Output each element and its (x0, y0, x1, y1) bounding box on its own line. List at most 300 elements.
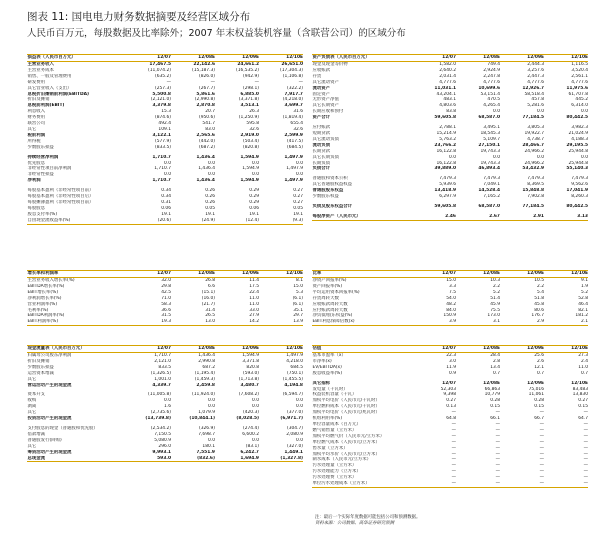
cell-value: 2,565.6 (196, 132, 215, 138)
cell-value: 3,257.6 (527, 67, 544, 73)
row-label: 存货 (312, 73, 322, 79)
note-line-1: 注：最后一个实际年度数据可能包括公司和预测数据。 (315, 515, 421, 520)
cell-value: 27.9 (249, 313, 259, 319)
cell-value: 2,080.9 (286, 431, 303, 437)
cell-value: (1,327.8) (259, 456, 303, 462)
cell-value: — (495, 433, 500, 439)
cell-value: (832.6) (171, 456, 215, 462)
section-title: 增长率和利润率 (27, 271, 125, 278)
cell-value: 52.8 (578, 295, 588, 301)
cell-value: 5,109.7 (483, 136, 500, 142)
table-header-row (312, 346, 588, 353)
row-label: 所得税 (27, 138, 41, 144)
column-header: 12/10E (544, 55, 588, 62)
cell-value: 23,766.2 (434, 142, 456, 148)
cell-value: 12.1 (534, 364, 544, 370)
row-label: 运营资本增减 (27, 370, 54, 376)
row-label: 售水量（立方米） (312, 445, 348, 451)
row-label: 存货周转天数 (312, 295, 339, 301)
row-label: 其它普通股权益权益 (312, 182, 353, 188)
cell-value: — (410, 481, 456, 487)
cell-value: 2.4 (581, 358, 588, 364)
row-label: 其它指标 (312, 380, 331, 386)
row-label: 单位燃料成本（人民币元/千瓦时） (312, 404, 380, 410)
cell-value: — (583, 445, 588, 451)
cell-value: — (583, 469, 588, 475)
cell-value: 11,031.1 (434, 85, 456, 91)
cell-value: 492.4 (158, 121, 171, 127)
cell-value: 2.9 (500, 319, 544, 325)
section-title: 现金流量表（人民币百万元） (27, 346, 125, 353)
cell-value: 5,861.6 (196, 91, 215, 97)
cell-value: 9,398 (443, 392, 456, 398)
cell-value: 2,919.0 (240, 132, 259, 138)
column-header: 12/07 (410, 55, 456, 62)
cell-value: (20.6) (125, 218, 171, 224)
row-label: 平均运用资本回报率(%) (312, 289, 360, 295)
row-label: 加权平均燃气价（人民币元/立方米） (312, 433, 385, 439)
cell-value: 0.0 (296, 172, 303, 178)
cell-value: (2,534.2) (150, 425, 171, 431)
left-top-table (27, 54, 303, 225)
cell-value: 5.4 (537, 289, 544, 295)
cell-value: 7,551.9 (196, 449, 215, 455)
cell-value: 2,121.0 (154, 358, 171, 364)
cell-value: (298.1) (243, 85, 259, 91)
cell-value: 4,777.6 (483, 79, 500, 85)
right-bot-table (312, 345, 588, 488)
column-header: 12/10E (544, 346, 588, 353)
cell-value: (9.3) (259, 218, 303, 224)
figure-subtitle: 人民币百万元，每股数据及比率除外；2007 年末权益装机容量（含联营公司）的区域分布 (27, 28, 406, 39)
cell-value: 39,889.0 (434, 166, 456, 172)
cell-value: 470.5 (487, 97, 500, 103)
cell-value: — (495, 410, 500, 416)
column-header: 12/09E (215, 55, 259, 62)
cell-value: 6.6 (208, 283, 215, 289)
cell-value: 80,442.5 (566, 203, 588, 209)
right-mid-table (312, 270, 588, 326)
cell-value: 25,944.8 (568, 148, 588, 154)
cell-value: 1,710.7 (152, 154, 171, 160)
cell-value: 13.4 (490, 364, 500, 370)
table-row (312, 214, 588, 220)
row-label: 其它营业收入（支出） (27, 85, 72, 91)
row-label: 加权平均电价（人民币元/千瓦时） (312, 398, 380, 404)
cell-value: 26.3 (249, 109, 259, 115)
cell-value: — (495, 427, 500, 433)
cell-value: 13.0 (171, 319, 215, 325)
cell-value: 42.5 (161, 289, 171, 295)
cell-value: 21,024.9 (568, 130, 588, 136)
column-header: 12/09E (500, 346, 544, 353)
cell-value: — (583, 421, 588, 427)
cell-value: 5,080.9 (154, 437, 171, 443)
cell-value: (833.5) (155, 144, 171, 150)
cell-value: 655.4 (290, 121, 303, 127)
cell-value: (13,739.8) (145, 416, 171, 422)
row-label: 应付账款 (312, 125, 331, 131)
cell-value: (950.6) (199, 115, 215, 121)
cell-value: 0.0 (252, 404, 259, 410)
row-label: 净利润 (27, 178, 41, 184)
cell-value: 3,480.7 (240, 382, 259, 388)
cell-value: 7,902.8 (527, 194, 544, 200)
cell-value: — (166, 79, 171, 85)
cell-value: 25,944.8 (568, 160, 588, 166)
cell-value: 2,459.8 (196, 382, 215, 388)
cell-value: 46,893.4 (478, 166, 500, 172)
cell-value: 0.0 (296, 398, 303, 404)
cell-value: 0.05 (205, 205, 215, 211)
row-label: 单位污水处理成本（立方米） (312, 481, 410, 487)
cell-value: 0.26 (205, 188, 215, 194)
row-label: 流动负债 (312, 142, 331, 148)
cell-value: 173.0 (487, 313, 500, 319)
cell-value: 15.3 (161, 109, 171, 115)
row-label: 少数股东损益 (27, 364, 54, 370)
cell-value: 109.1 (158, 126, 171, 132)
row-label: 非经常性损益 (27, 172, 54, 178)
row-label: 支付股息的现金（普通股和优先股） (27, 425, 98, 431)
cell-value: (942.9) (243, 73, 259, 79)
row-label: 污水处理能力（立方米） (312, 469, 361, 475)
cell-value: 83.0 (205, 126, 215, 132)
row-label: 净负债/股东权益(%) (312, 313, 353, 319)
cell-value: — (451, 463, 456, 469)
cell-value: 12/07 (442, 380, 456, 386)
cell-value: 66,863 (484, 386, 500, 392)
cell-value: 19,922.7 (524, 130, 544, 136)
cell-value: 0.29 (249, 188, 259, 194)
cell-value: — (539, 463, 544, 469)
cell-value: — (495, 445, 500, 451)
cell-value: 0.26 (205, 199, 215, 205)
left-mid-table (27, 270, 303, 326)
cell-value: 4,777.6 (527, 79, 544, 85)
row-label: 股息支付率(%) (27, 211, 58, 217)
row-label: 每股股息 (27, 205, 46, 211)
cell-value: 1,449.1 (284, 449, 303, 455)
cell-value: — (539, 421, 544, 427)
cell-value: 0.0 (252, 398, 259, 404)
cell-value: 176.7 (531, 313, 544, 319)
cell-value: — (583, 463, 588, 469)
table-row (312, 481, 588, 487)
cell-value: 17,041.9 (566, 188, 588, 194)
cell-value: 1,694.9 (215, 456, 259, 462)
row-label: 毛利率(%) (27, 307, 49, 313)
cell-value: 59,605.8 (434, 115, 456, 121)
cell-value: 4,738.7 (527, 136, 544, 142)
row-label: 折旧及摊销 (27, 358, 50, 364)
row-label: 利息收入 (27, 109, 46, 115)
cell-value: 3,699.7 (284, 103, 303, 109)
cell-value: 46.4 (578, 301, 588, 307)
right-bot-panel (312, 345, 588, 488)
left-top-panel (27, 54, 303, 225)
cell-value: — (583, 475, 588, 481)
cell-value: 54.0 (446, 295, 456, 301)
cell-value: 0.31 (161, 199, 171, 205)
cell-value: 0.15 (534, 404, 544, 410)
cell-value: 2.67 (456, 214, 500, 220)
cell-value: 0.27 (293, 199, 303, 205)
cell-value: 1,436.4 (198, 353, 215, 358)
cell-value: 2,599.9 (284, 132, 303, 138)
cell-value: — (539, 451, 544, 457)
cell-value: (17,304.3) (280, 67, 303, 73)
row-label: 其它长期负债 (312, 154, 339, 160)
table-row (27, 218, 303, 224)
cell-value: (24.9) (171, 218, 215, 224)
row-label: 流动资产 (312, 85, 331, 91)
cell-value: — (539, 433, 544, 439)
cell-value: 4,265.4 (483, 103, 500, 109)
cell-value: 17,467.5 (149, 62, 171, 67)
cell-value: — (254, 79, 259, 85)
row-label: 污水处理费（立方米） (312, 475, 357, 481)
cell-value: 29.7 (293, 313, 303, 319)
cell-value: — (210, 79, 215, 85)
cell-value: 0.15 (490, 404, 500, 410)
table-row (27, 319, 303, 325)
cell-value: (16.0) (201, 295, 215, 301)
row-label: 基本市盈率（x） (312, 353, 346, 358)
cell-value: 3.9 (410, 319, 456, 325)
cell-value: 0.06 (161, 205, 171, 211)
cell-value: 83.8 (446, 109, 456, 115)
cell-value: 1,079.9 (198, 410, 215, 416)
cell-value: 64.8 (446, 416, 456, 422)
cell-value: 26.8 (205, 278, 215, 283)
cell-value: — (495, 421, 500, 427)
column-header: 12/09E (500, 271, 544, 278)
cell-value: — (495, 457, 500, 463)
cell-value: (322.2) (287, 85, 303, 91)
row-label: 其它 (27, 126, 37, 132)
cell-value: (2,121.0) (150, 97, 171, 103)
cell-value: (15.1) (201, 289, 215, 295)
row-label: 燃气销售量（立方米） (312, 427, 357, 433)
cell-value: 66.7 (534, 416, 544, 422)
cell-value: 0.0 (208, 160, 215, 166)
cell-value: 31.6 (293, 109, 303, 115)
right-top-panel (312, 54, 588, 221)
cell-value: 1,710.7 (154, 353, 171, 358)
cell-value: 5,281.6 (527, 103, 544, 109)
cell-value: 7,917.7 (284, 91, 303, 97)
cell-value: 0.29 (249, 199, 259, 205)
cell-value: 0.0 (296, 404, 303, 410)
cell-value: 1,436.4 (198, 166, 215, 172)
cell-value: — (539, 445, 544, 451)
cell-value: 28,466.7 (522, 142, 544, 148)
cell-value: 2.91 (500, 214, 544, 220)
cell-value: 80.6 (534, 307, 544, 313)
cell-value: — (451, 469, 456, 475)
cell-value: 3,122.1 (152, 132, 171, 138)
cell-value: 15,848.8 (522, 188, 544, 194)
cell-value: 749.4 (487, 62, 500, 67)
row-label: 息税前利润(EBIT) (27, 103, 65, 109)
cell-value: 4,218.0 (286, 358, 303, 364)
cell-value: 11.0 (249, 301, 259, 307)
row-label: 息税折旧摊销前利润(EBITDA) (27, 91, 90, 97)
row-label: 普通股发行(回购) (27, 437, 62, 443)
cell-value: 32.6 (293, 126, 303, 132)
cell-value: 32.0 (161, 278, 171, 283)
cell-value: (274.4) (243, 425, 259, 431)
cell-value: 0.0 (252, 172, 259, 178)
row-label: 投资活动产生的现金流 (27, 416, 72, 422)
cell-value: — (539, 427, 544, 433)
cell-value: 64.7 (578, 416, 588, 422)
cell-value: 0.34 (161, 194, 171, 200)
row-label: 营运活动产生的现金流 (27, 382, 72, 388)
cell-value: 3,520.4 (571, 67, 588, 73)
cell-value: — (583, 457, 588, 463)
row-label: 销售、一般及管理费用 (27, 73, 72, 79)
row-label: 少数股东权益 (312, 194, 339, 200)
section-title: 资产负债表（人民币百万元） (312, 55, 410, 62)
row-label: 机组利用率(%) (312, 416, 343, 422)
cell-value: 19,743.3 (480, 160, 500, 166)
figure-title: 图表 11: 国电电力财务数据摘要及经营区域分布 (27, 11, 251, 23)
cell-value: 0.29 (249, 194, 259, 200)
table-row (312, 319, 588, 325)
cell-value: 0.15 (578, 404, 588, 410)
row-label: 制水成本（人民币元/立方米） (312, 457, 372, 463)
cell-value: 593.0 (125, 456, 171, 462)
cell-value: (687.2) (199, 144, 215, 150)
cell-value: 68,587.0 (478, 203, 500, 209)
cell-value: 51.8 (534, 295, 544, 301)
cell-value: 2.6 (537, 358, 544, 364)
cell-value: 2,990.8 (198, 358, 215, 364)
row-label: 其它长期资产 (312, 103, 339, 109)
cell-value: 3.1 (456, 319, 500, 325)
cell-value: 35.1 (293, 307, 303, 313)
cell-value: 0.26 (205, 194, 215, 200)
row-label: 财务费用 (27, 115, 46, 121)
cell-value: — (298, 79, 303, 85)
cell-value: (1,250.9) (238, 115, 259, 121)
cell-value: 445.2 (575, 97, 588, 103)
cell-value: 19.1 (249, 211, 259, 217)
row-label: 发电量（千瓦时） (312, 386, 348, 392)
cell-value: 27,150.1 (478, 142, 500, 148)
left-mid-panel (27, 270, 303, 326)
cell-value: (21.7) (201, 301, 215, 307)
cell-value: 14,528.4 (478, 188, 500, 194)
column-header: 12/08E (456, 271, 500, 278)
cell-value: 8,369.5 (527, 182, 544, 188)
cell-value: 71.0 (161, 295, 171, 301)
row-label: 其它流动资产 (312, 79, 339, 85)
column-header: 12/07 (125, 55, 171, 62)
row-label: 少数股东损益 (27, 144, 54, 150)
cell-value: 15.0 (293, 283, 303, 289)
cell-value: 0.0 (164, 160, 171, 166)
cell-value: 6,242.7 (240, 449, 259, 455)
cell-value: (377.0) (287, 410, 303, 416)
cell-value: (7,608.2) (238, 392, 259, 398)
cell-value: 2,444.3 (527, 62, 544, 67)
column-header: 12/07 (125, 346, 171, 353)
cell-value: 11,975.6 (566, 85, 588, 91)
cell-value: 2,640.2 (439, 67, 456, 73)
row-label: 每股基本盈利（非经常性项目前） (27, 188, 94, 194)
cell-value: 66.1 (490, 416, 500, 422)
cell-value: 0.06 (249, 205, 259, 211)
cell-value: 12/09E (527, 380, 544, 386)
cell-value: 20.7 (205, 109, 215, 115)
cell-value: 68,587.0 (478, 115, 500, 121)
cell-value: 0.27 (446, 398, 456, 404)
cell-value: 53,151.4 (480, 91, 500, 97)
cell-value: 83,483 (572, 386, 588, 392)
cell-value: 2.1 (544, 319, 588, 325)
section-title: 损益表（人民币百万元） (27, 55, 125, 62)
row-label: EBITDA增长率(%) (27, 283, 65, 289)
row-label: 非经常性项目前净利润 (27, 166, 72, 172)
row-label: 应收账款 (312, 67, 331, 73)
cell-value: 75,016 (528, 386, 544, 392)
cell-value: — (456, 481, 500, 487)
cell-value: 0.13 (446, 404, 456, 410)
cell-value: 7,479.3 (571, 176, 588, 182)
cell-value: 0.0 (252, 160, 259, 166)
cell-value: 45.9 (490, 301, 500, 307)
cell-value: (1,459.3) (194, 376, 215, 382)
cell-value: — (583, 433, 588, 439)
cell-value: 24,966.2 (524, 148, 544, 154)
cell-value: (420.3) (243, 410, 259, 416)
column-header: 12/08E (456, 346, 500, 353)
cell-value: 1,497.9 (286, 353, 303, 358)
cell-value: — (495, 463, 500, 469)
cell-value: 541.7 (202, 121, 215, 127)
cell-value: 19.1 (161, 211, 171, 217)
cell-value: (326.9) (199, 425, 215, 431)
cell-value: (6.1) (292, 301, 303, 307)
cell-value: 52,303 (440, 386, 456, 392)
cell-value: 48.2 (446, 301, 456, 307)
cell-value: — (539, 469, 544, 475)
row-label: 长期负债 (312, 160, 331, 166)
cell-value: — (451, 457, 456, 463)
row-label: 股息收益率(%) (312, 370, 343, 376)
cell-value: — (451, 410, 456, 416)
cell-value: 1,436.4 (196, 154, 215, 160)
cell-value: 22,142.6 (193, 62, 215, 67)
cell-value: 684.5 (290, 364, 303, 370)
section-title: 估值 (312, 346, 410, 353)
cell-value: (6,971.7) (280, 416, 303, 422)
cell-value: 12/10E (571, 380, 588, 386)
row-label: 每股净资产（人民币元） (312, 214, 410, 220)
cell-value: (1,106.8) (282, 73, 303, 79)
cell-value: 16,122.8 (436, 160, 456, 166)
cell-value: — (544, 481, 588, 487)
cell-value: 150.9 (443, 313, 456, 319)
cell-value: 10,699.6 (478, 85, 500, 91)
cell-value: 0.0 (449, 154, 456, 160)
cell-value: 1,594.9 (240, 154, 259, 160)
cell-value: 0.0 (493, 154, 500, 160)
table-header-row (312, 55, 588, 62)
